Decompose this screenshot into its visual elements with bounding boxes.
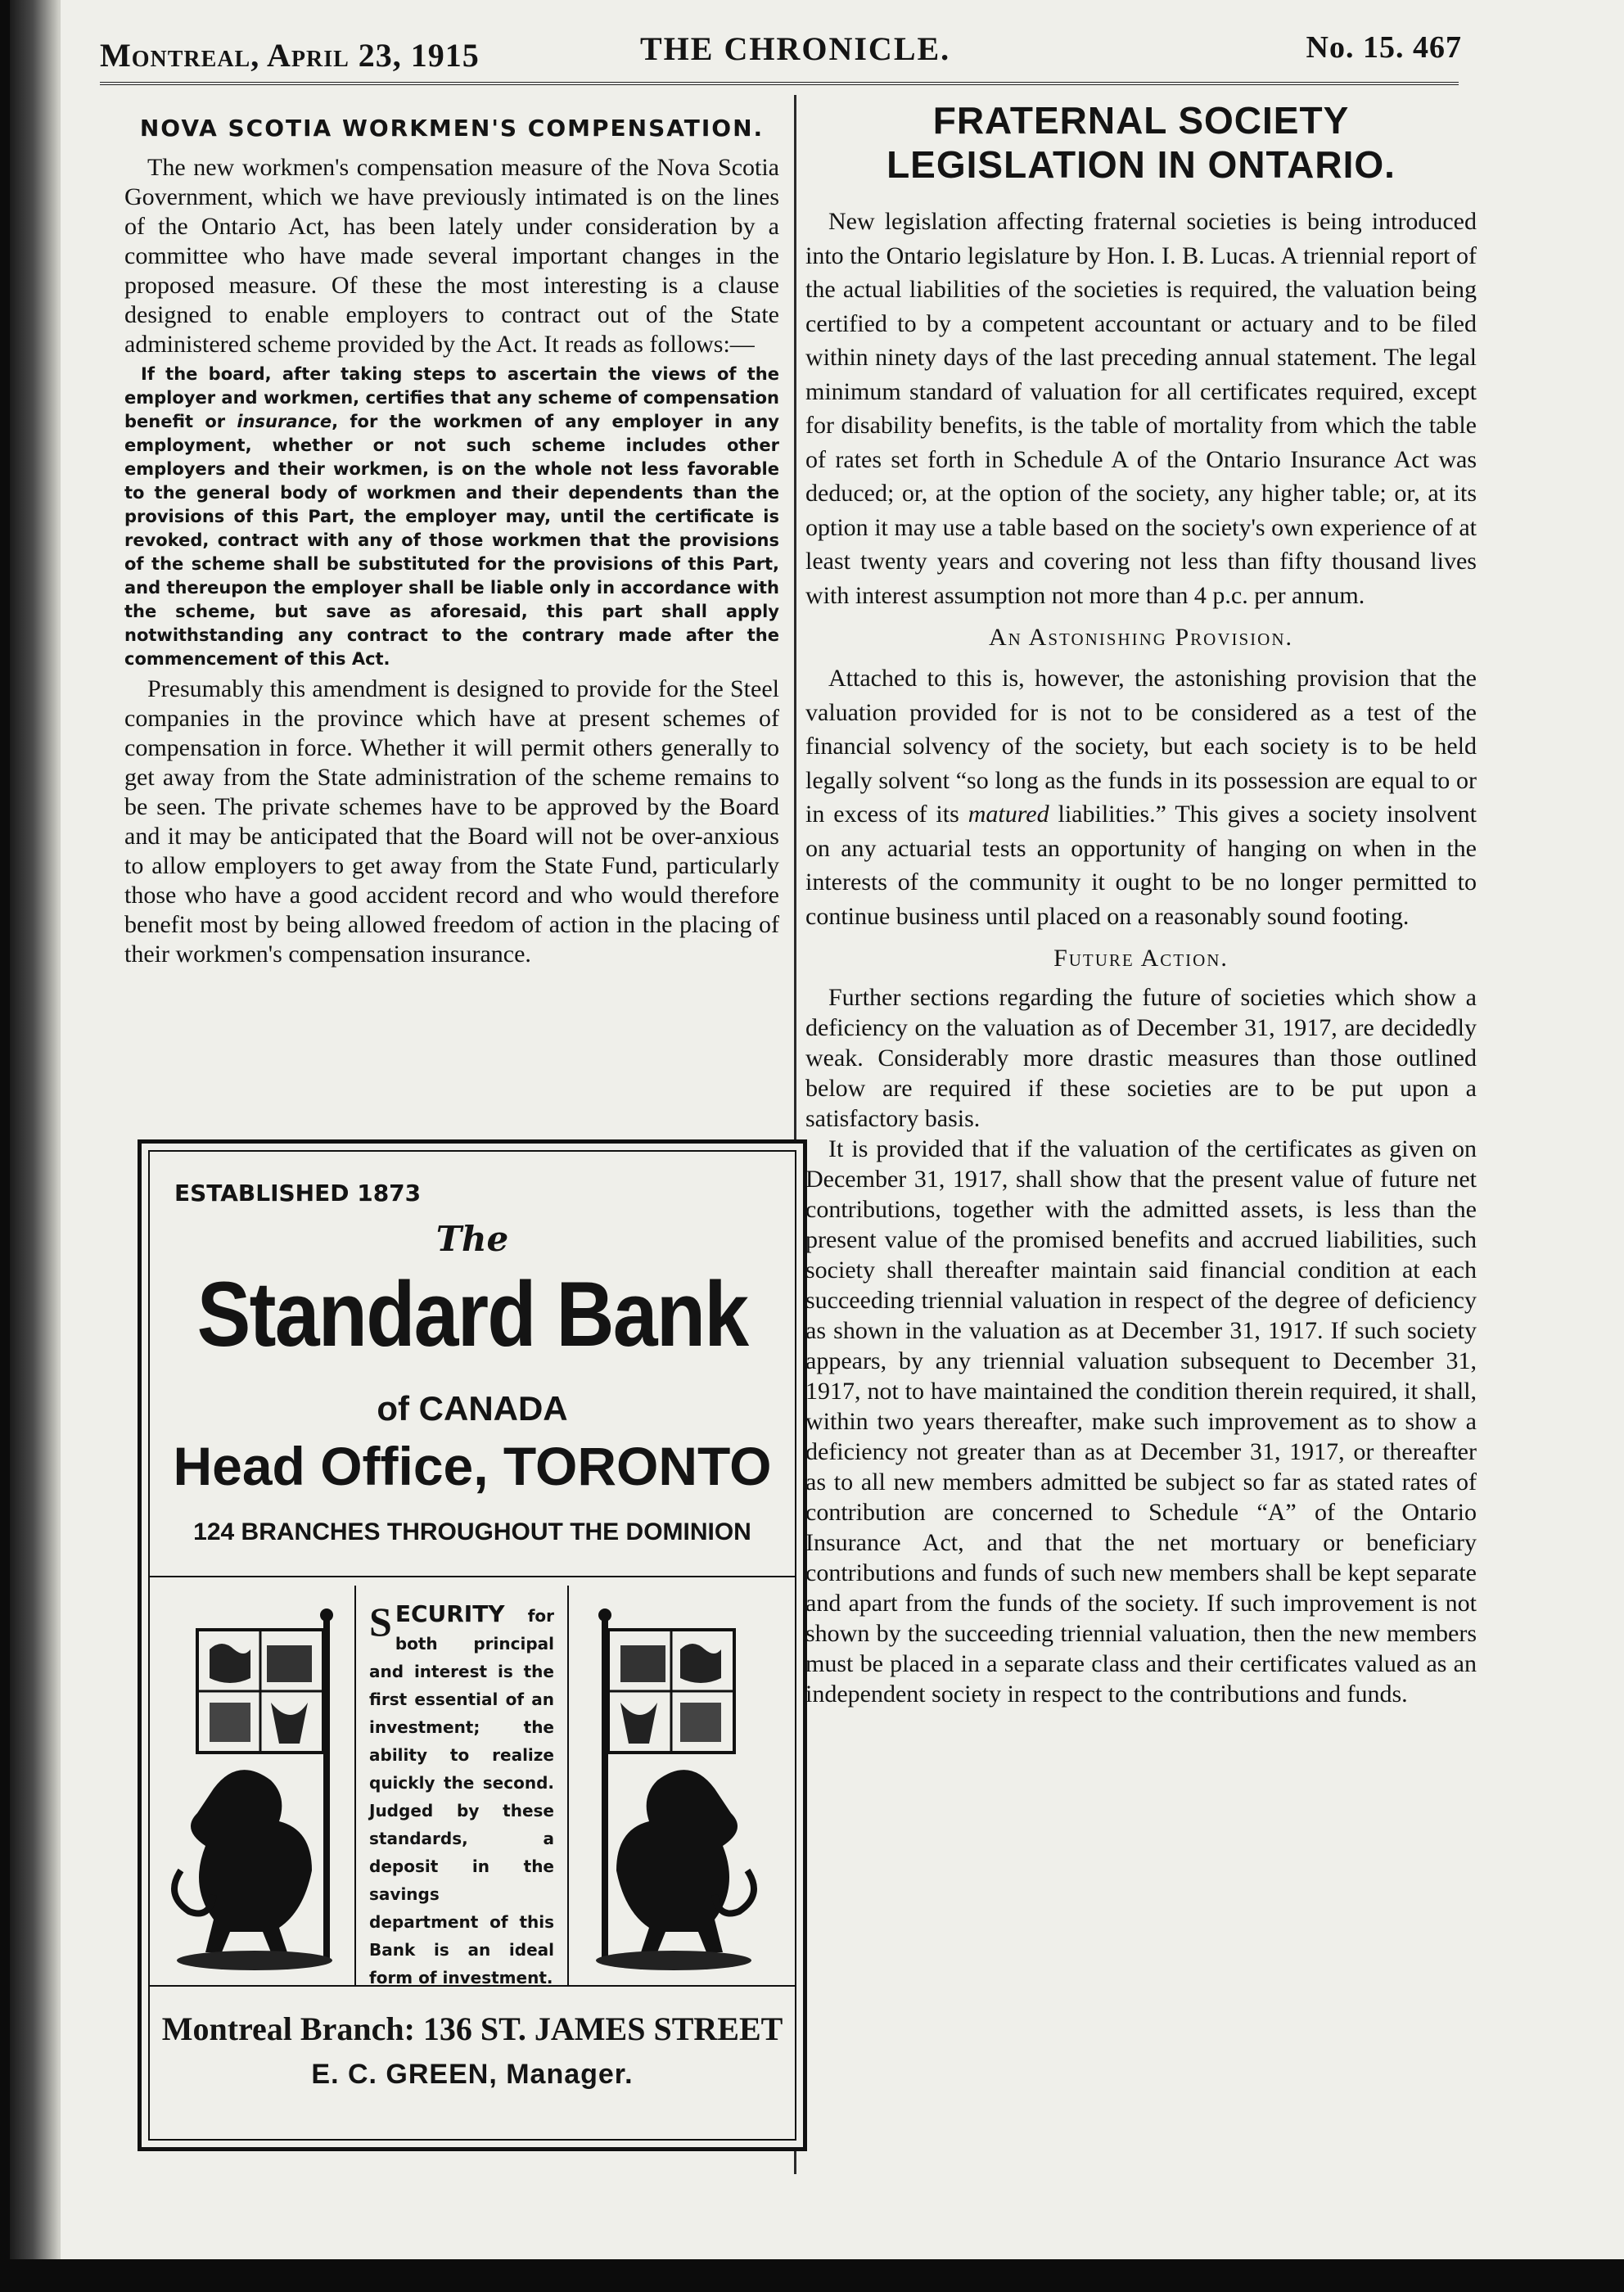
article-title-fraternal-society: FRATERNAL SOCIETY LEGISLATION IN ONTARIO.	[886, 99, 1396, 186]
article-paragraph: Further sections regarding the future of societies which show a deficiency on the valuation as of December 31, 1917, are decidedly weak. Considerably more drastic measures than those outlined below are required if these societies are to be put upon a satisfactory basis.	[805, 984, 1477, 1132]
lion-flag-emblem-icon	[584, 1600, 764, 1977]
newspaper-page	[10, 0, 1624, 2259]
binding-gutter	[10, 0, 61, 2259]
standard-bank-advertisement	[138, 1139, 807, 2151]
right-column	[805, 98, 1477, 1709]
quote-italic-word: insurance	[237, 412, 332, 431]
ad-inner-border	[148, 1150, 796, 2141]
ad-established: ESTABLISHED 1873	[174, 1180, 422, 1207]
ad-security-text	[369, 1600, 554, 1992]
article-paragraph	[805, 661, 1477, 933]
article-paragraph: Presumably this amendment is designed to provide for the Steel companies in the province which have at present schemes of compensation in force. Whether it will permit others generally to get away from the State administration of the scheme remains to be seen. The private schemes have to be approved by the Board and it may be anticipated that the Board will not be over-anxious to allow employers to get away from the State Fund, particularly those who have a good accident record and who would therefore benefit most by being allowed freedom of action in the placing of their workmen's compensation insurance.	[124, 675, 779, 968]
ad-divider-vertical	[354, 1586, 356, 1985]
header-publication-title: THE CHRONICLE.	[640, 30, 951, 67]
ad-the: The	[435, 1219, 509, 1259]
paragraph-text-part: liabilities.” This gives a society insolvent on any actuarial tests an opportunity of hanging on when in the interests of the community it ought to be no longer permitted to continue business until placed on a reasonably sound footing.	[805, 801, 1477, 930]
subheading-astonishing-provision: An Astonishing Provision.	[989, 624, 1293, 651]
article-title-workmens-compensation: NOVA SCOTIA WORKMEN'S COMPENSATION.	[139, 115, 765, 142]
ad-head-office: Head Office, TORONTO	[173, 1436, 772, 1496]
article-paragraph: It is provided that if the valuation of the certificates as given on December 31, 1917, shall show that the present value of future net contributions, together with the admitted assets, is less than the present value of the promised benefits and accrued liabilities, such society shall thereafter maintain said financial condition at each succeeding triennial valuation in respect of the degree of deficiency as shown in the valuation as at December 31, 1917. If such society appears, by any triennial valuation subsequent to December 31, 1917, not to have maintained the condition therein required, it shall, within two years thereafter, make such improvement as to show a deficiency not greater than as at December 31, 1917, or thereafter as to all new members admitted be subject so far as stated rates of contribution are concerned to Schedule “A” of the Ontario Insurance Act, and that the net mortuary or beneficiary contributions and funds of such new members shall be kept separate and apart from the funds of the society. If such improvement is not shown by the succeeding triennial valuation, then the new members must be placed in a separate class and their certificates valued as an independent society in respect to the contributions and funds.	[805, 1135, 1477, 1708]
left-column	[124, 115, 779, 969]
quote-text-part: If the board, after taking steps to ascertain the views of the employer and workmen, certifies that any scheme of compensation benefit or	[124, 364, 779, 431]
ad-divider-vertical	[567, 1586, 569, 1985]
article-paragraph: New legislation affecting fraternal societies is being introduced into the Ontario legislature by Hon. I. B. Lucas. A triennial report of the actual liabilities of the societies is required, the valuation being certified to by a competent accountant or actuary and to be filed within ninety days of the last preceding annual statement. The legal minimum standard of valuation for all certificates required, except for disability benefits, is the table of mortality from which the table of rates set forth in Schedule A of the Ontario Insurance Act was deduced; or, at the option of the society, any higher table; or, at its option it may use a table based on the society's own experience of at least twenty years and covering not less than fifty thousand lives with interest assumption not more than 4 p.c. per annum.	[805, 208, 1477, 609]
quoted-clause	[124, 363, 779, 671]
subheading-future-action: Future Action.	[1053, 945, 1229, 972]
page-header	[100, 29, 1462, 79]
ad-manager: E. C. GREEN, Manager.	[311, 2059, 634, 2090]
ad-bank-name: Standard Bank	[196, 1263, 748, 1365]
ad-security-word: ECURITY	[395, 1600, 505, 1627]
ad-security-body: for both principal and interest is the first essential of an investment; the ability to realize quickly the second. Judged by these standards, a deposit in the savings department of this Bank is an ideal form of investment.	[369, 1606, 554, 1987]
lion-flag-emblem-icon	[165, 1600, 345, 1977]
header-dateline: Montreal, April 23, 1915	[100, 37, 480, 74]
header-issue-page: No. 15. 467	[1306, 30, 1462, 65]
quote-text-part: , for the workmen of any employer in any employment, whether or not such scheme includes other employers and their workmen, is on the whole not less favorable to the general body of workmen and their dependents than the provisions of this Part, the employer may, until the certificate is revoked, contract with any of those workmen that the provisions of the scheme shall be substituted for the provisions of this Part, and thereupon the employer shall be liable only in accordance with the scheme, but save as aforesaid, this part shall apply notwithstanding any contract to the contrary made after the commencement of this Act.	[124, 412, 779, 669]
ad-divider	[150, 1576, 795, 1577]
ad-branches: 124 BRANCHES THROUGHOUT THE DOMINION	[193, 1518, 751, 1545]
ad-montreal-branch: Montreal Branch: 136 ST. JAMES STREET	[161, 2010, 783, 2047]
paragraph-text-part: Attached to this is, however, the astonishing provision that the valuation provided for is not to be considered as a test of the financial solvency of the society, but each society is to be held legally solvent “so long as the funds in its possession are equal to or in excess of its	[805, 665, 1477, 828]
ad-drop-cap: S	[369, 1599, 392, 1645]
ad-of-canada: of CANADA	[377, 1389, 568, 1428]
paragraph-italic-word: matured	[968, 801, 1049, 828]
article-paragraph: The new workmen's compensation measure of the Nova Scotia Government, which we have previously intimated is on the lines of the Ontario Act, has been lately under consideration by a committee who have made several important changes in the proposed measure. Of these the most interesting is a clause designed to enable employers to contract out of the State administered scheme provided by the Act. It reads as follows:—	[124, 154, 779, 358]
header-rule	[100, 82, 1459, 85]
